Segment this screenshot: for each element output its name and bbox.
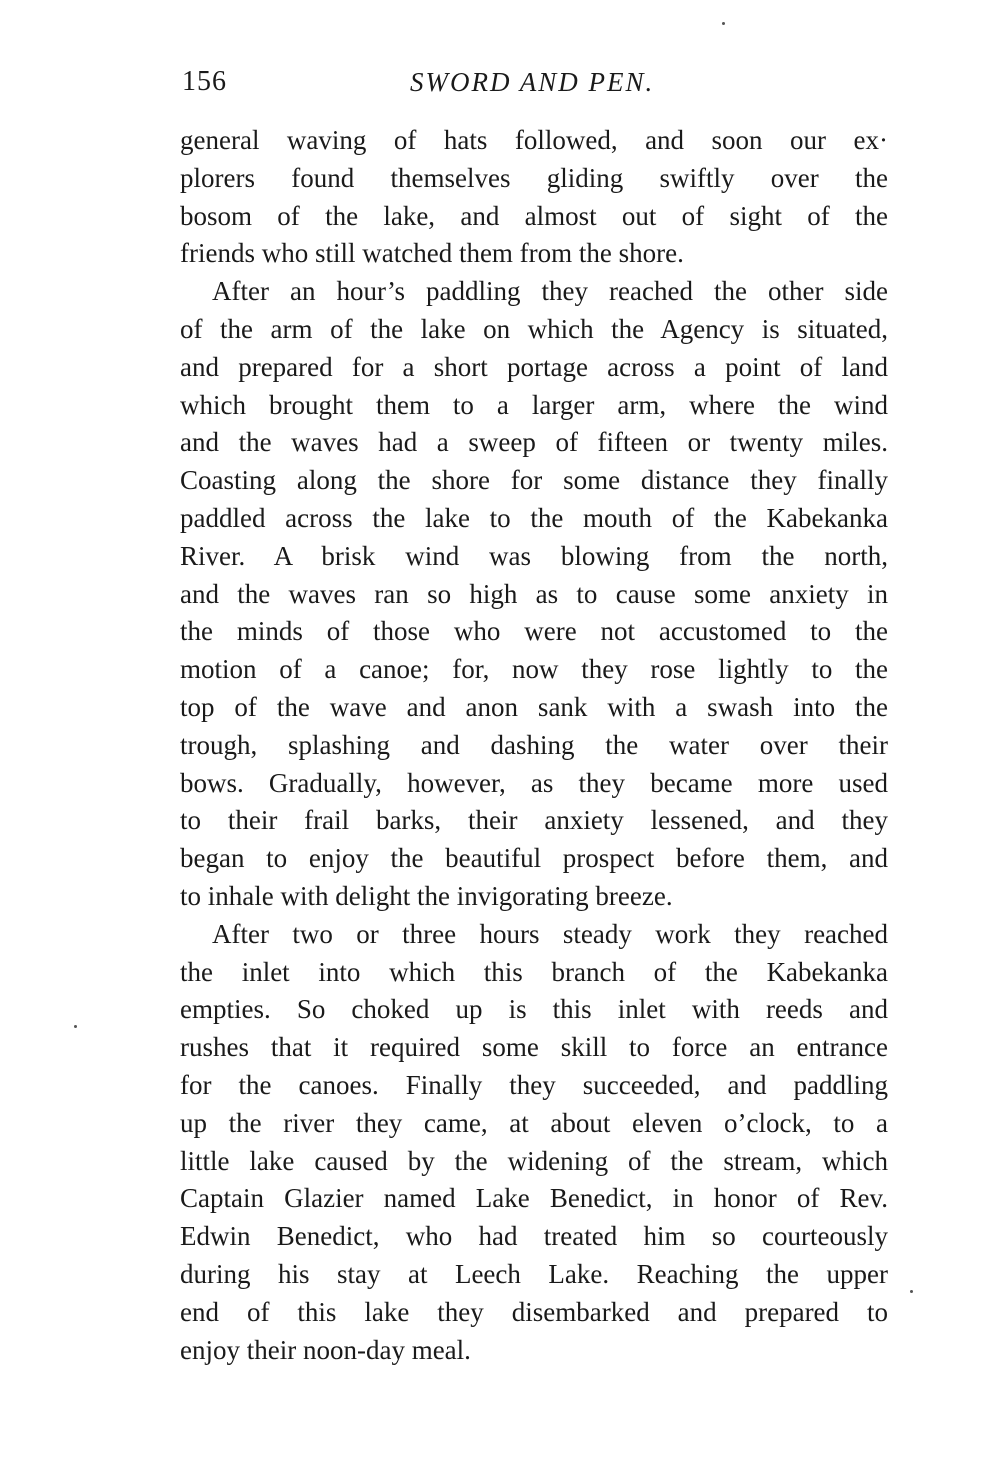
text-line: to their frail barks, their anxiety lessened, and they — [180, 805, 888, 836]
text-line: friends who still watched them from the shore. — [180, 238, 684, 269]
text-line: for the canoes. Finally they succeeded, and paddling — [180, 1069, 888, 1100]
text-line: up the river they came, at about eleven o’clock, to a — [180, 1107, 888, 1138]
text-line: top of the wave and anon sank with a swash into the — [180, 691, 888, 722]
text-line: Captain Glazier named Lake Benedict, in honor of Rev. — [180, 1183, 888, 1214]
text-line: of the arm of the lake on which the Agency is situated, — [180, 313, 888, 344]
text-line: and prepared for a short portage across a point of land — [180, 351, 888, 382]
text-line: motion of a canoe; for, now they rose lightly to the — [180, 654, 888, 685]
text-line: the minds of those who were not accustomed to the — [180, 616, 888, 647]
text-line: rushes that it required some skill to force an entrance — [180, 1032, 888, 1063]
text-line: plorers found themselves gliding swiftly over the — [180, 162, 888, 193]
text-line: trough, splashing and dashing the water over their — [180, 729, 888, 760]
text-line: Coasting along the shore for some distance they finally — [180, 465, 888, 496]
text-line: general waving of hats followed, and soon our ex· — [180, 125, 888, 155]
text-line: empties. So choked up is this inlet with reeds and — [180, 994, 888, 1025]
scan-speck — [74, 1025, 77, 1028]
text-line: River. A brisk wind was blowing from the north, — [180, 540, 888, 571]
running-head — [182, 62, 888, 102]
text-line: enjoy their noon-day meal. — [180, 1334, 471, 1365]
scan-speck — [722, 22, 725, 25]
text-line: end of this lake they disembarked and prepared to — [180, 1296, 888, 1327]
scan-speck — [910, 1290, 913, 1293]
text-line: bosom of the lake, and almost out of sight of the — [180, 200, 888, 231]
text-line: began to enjoy the beautiful prospect before them, and — [180, 843, 888, 874]
body-text — [180, 122, 888, 1369]
text-line: the inlet into which this branch of the Kabekanka — [180, 956, 888, 987]
text-line: which brought them to a larger arm, where the wind — [180, 389, 888, 420]
text-line: After two or three hours steady work they reached — [212, 918, 888, 949]
text-line: to inhale with delight the invigorating breeze. — [180, 880, 673, 911]
text-line: After an hour’s paddling they reached the other side — [212, 276, 888, 307]
paragraph — [180, 916, 888, 1370]
text-line: and the waves had a sweep of fifteen or twenty miles. — [180, 427, 888, 458]
text-line: little lake caused by the widening of the stream, which — [180, 1145, 888, 1176]
text-line: and the waves ran so high as to cause some anxiety in — [180, 578, 888, 609]
text-line: Edwin Benedict, who had treated him so courteously — [180, 1221, 888, 1252]
paragraph — [180, 122, 888, 273]
text-line: paddled across the lake to the mouth of the Kabekanka — [180, 502, 888, 533]
page-number: 156 — [182, 66, 227, 97]
text-line: during his stay at Leech Lake. Reaching the upper — [180, 1258, 888, 1289]
paragraph — [180, 273, 888, 916]
running-title: SWORD AND PEN. — [410, 67, 655, 97]
text-line: bows. Gradually, however, as they became more used — [180, 767, 888, 798]
